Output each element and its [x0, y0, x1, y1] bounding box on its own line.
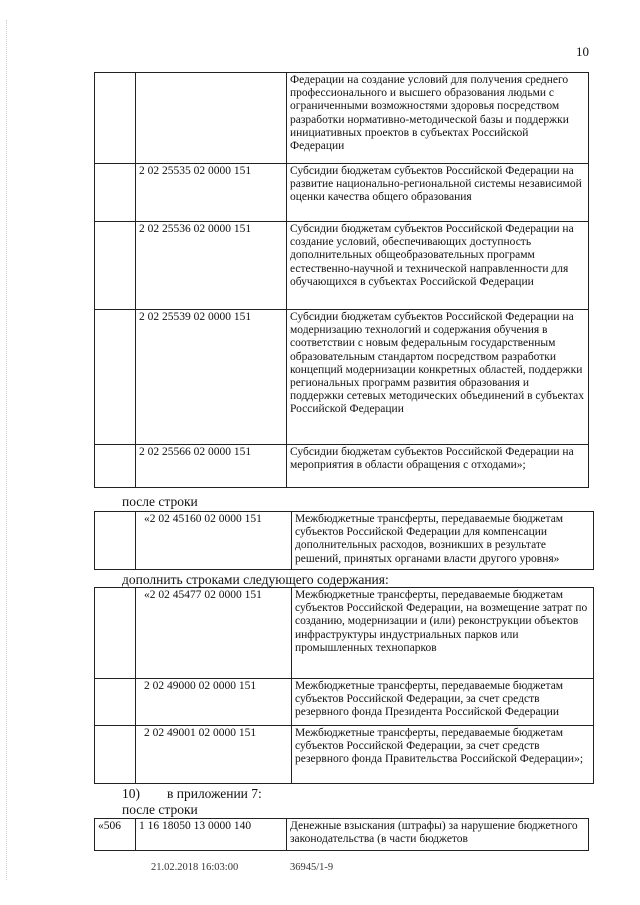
code-cell: 2 02 25536 02 0000 151 — [136, 222, 287, 310]
code-cell: 2 02 25566 02 0000 151 — [136, 445, 287, 488]
table-row — [95, 512, 594, 570]
section-label-add-rows: дополнить строками следующего содержания: — [122, 572, 389, 587]
table-row — [95, 164, 589, 222]
description-cell: Межбюджетные трансферты, передаваемые бюджетам субъектов Российской Федерации, за счет средств резервного фонда Президента Российской Федерации — [292, 679, 594, 726]
table-row — [95, 445, 589, 488]
empty-cell — [95, 512, 136, 570]
added-rows-table — [94, 587, 594, 784]
binding-margin-marks — [6, 20, 11, 880]
description-cell: Федерации на создание условий для получения среднего профессионального и высшего образования людьми с ограниченными возможностями здоровья посредством разработки нормативно-методической базы и поддержки инициативных проектов в субъектах Российской Федерации — [287, 73, 589, 164]
footer-document-number: 36945/1-9 — [290, 862, 334, 873]
section-label-after-row-2: после строки — [122, 802, 198, 817]
code-cell: 2 02 49000 02 0000 151 — [136, 679, 292, 726]
empty-cell — [95, 726, 136, 784]
item-10-heading: 10) в приложении 7: — [122, 786, 262, 801]
empty-cell — [95, 679, 136, 726]
empty-cell — [95, 445, 136, 488]
empty-cell — [95, 222, 136, 310]
prefix-cell: «506 — [95, 819, 136, 851]
code-cell: «2 02 45477 02 0000 151 — [136, 588, 292, 679]
code-cell: 1 16 18050 13 0000 140 — [136, 819, 287, 851]
empty-cell — [95, 588, 136, 679]
empty-cell — [95, 164, 136, 222]
budget-codes-table — [94, 72, 589, 488]
empty-cell — [95, 310, 136, 445]
code-cell — [136, 73, 287, 164]
table-row — [95, 222, 589, 310]
code-cell: 2 02 25539 02 0000 151 — [136, 310, 287, 445]
table-row — [95, 679, 594, 726]
description-cell: Субсидии бюджетам субъектов Российской Федерации на создание условий, обеспечивающих доступность дополнительных общеобразовательных программ естественно-научной и технической направленности для обучающихся в субъектах Российской Федерации — [287, 222, 589, 310]
table-row — [95, 73, 589, 164]
description-cell: Субсидии бюджетам субъектов Российской Федерации на мероприятия в области обращения с отходами»; — [287, 445, 589, 488]
empty-cell — [95, 73, 136, 164]
code-cell: 2 02 25535 02 0000 151 — [136, 164, 287, 222]
description-cell: Субсидии бюджетам субъектов Российской Федерации на развитие национально-региональной системы независимой оценки качества общего образования — [287, 164, 589, 222]
table-row — [95, 726, 594, 784]
description-cell: Межбюджетные трансферты, передаваемые бюджетам субъектов Российской Федерации, за счет средств резервного фонда Правительства Российской Федерации»; — [292, 726, 594, 784]
description-cell: Межбюджетные трансферты, передаваемые бюджетам субъектов Российской Федерации для компенсации дополнительных расходов, возникших в результате решений, принятых органами власти другого уровня» — [292, 512, 594, 570]
table-row — [95, 310, 589, 445]
footer-datetime: 21.02.2018 16:03:00 — [151, 862, 239, 873]
code-cell: «2 02 45160 02 0000 151 — [136, 512, 292, 570]
section-label-after-row: после строки — [122, 494, 198, 509]
description-cell: Межбюджетные трансферты, передаваемые бюджетам субъектов Российской Федерации, на возмещение затрат по созданию, модернизации и (или) реконструкции объектов инфраструктуры индустриальных парков или промышленных технопарков — [292, 588, 594, 679]
appendix-7-table — [94, 818, 589, 851]
code-cell: 2 02 49001 02 0000 151 — [136, 726, 292, 784]
reference-row-table — [94, 511, 594, 570]
description-cell: Субсидии бюджетам субъектов Российской Федерации на модернизацию технологий и содержания обучения в соответствии с новым федеральным государственным образовательным стандартом посредством разработки концепций модернизации конкретных областей, поддержки региональных программ развития образования и поддержки сетевых методических объединений в субъектах Российской Федерации — [287, 310, 589, 445]
table-row — [95, 588, 594, 679]
page-number: 10 — [576, 44, 589, 59]
table-row — [95, 819, 589, 851]
description-cell: Денежные взыскания (штрафы) за нарушение бюджетного законодательства (в части бюджетов — [287, 819, 589, 851]
